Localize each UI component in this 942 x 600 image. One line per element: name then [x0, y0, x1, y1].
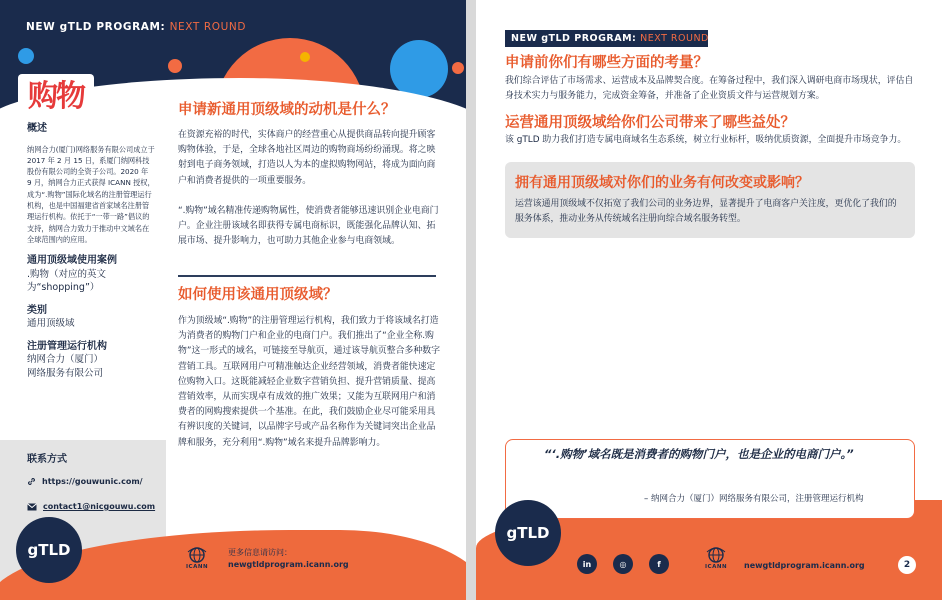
program-title-accent: NEXT ROUND	[640, 33, 709, 44]
quote-text: “‘.购物’域名既是消费者的购物门户，也是企业的电商门户。”	[544, 447, 854, 461]
usage-paragraph: 作为顶级域“.购物”的注册管理运行机构，我们致力于将该域名打造为消费者的购物门户和企业的电商门户。我们推出了“企业全称.购物”这一形式的域名，可链接至导航页，通过该导航页整合多种数字营销工具。互联网用户可精准触达企业经营领域，消费者能快速定位购物入口。这既能减轻企业数字营销负担、提升营销质量、提高营销效率，从而实现卓有成效的推广效果；又能为互联网用户和消费者的网购搜索提供一个基准。在此，我们鼓励企业尽可能采用具有辨识度的关键词，以品牌字号或产品名称作为关键词突出企业品牌和服务，充分利用“.购物”域名来提升品牌影响力。	[178, 316, 440, 448]
email-link[interactable]	[27, 502, 166, 511]
page-number: 2	[898, 556, 916, 574]
overview-text: 纳网合力(厦门)网络服务有限公司成立于 2017 年 2 月 15 日，系厦门纳网科技股份有限公司的全资子公司。2020 年 9 月，纳网合力正式获得 ICANN 授权，成为“.购物”国际化域名的注册管理运行机构，也是中国福建省首家域名注册管理运行机构。依托于“一带一路”倡议的支持，纳网合力致力于推动中文域名在全球范围内的应用。	[27, 144, 155, 244]
usecase-value-line1: .购物（对应的英文	[27, 268, 107, 280]
registry-value-line1: 纳网合力（厦门）	[27, 354, 104, 366]
overview-heading: 概述	[27, 123, 47, 134]
registry-logo	[18, 74, 94, 120]
program-title-bar	[505, 30, 708, 47]
section-divider	[178, 275, 436, 277]
usage-heading: 如何使用该通用顶级域？	[178, 287, 338, 303]
decor-circle-orange-small	[168, 59, 182, 73]
more-info-label: 更多信息请访问：	[228, 548, 292, 557]
program-title-accent: NEXT ROUND	[169, 21, 247, 33]
considerations-paragraph: 我们综合评估了市场需求、运营成本及品牌契合度。在筹备过程中，我们深入调研电商市场现状，评估自身技术实力与服务能力，完成资金筹备，并准备了企业资质文件与运营规划方案。	[505, 76, 914, 102]
globe-icon	[705, 546, 727, 564]
decor-circle-blue-large	[390, 40, 448, 98]
icann-logo	[705, 546, 727, 570]
considerations-heading: 申请前你们有哪些方面的考量？	[505, 55, 708, 71]
footer-url[interactable]: newgtldprogram.icann.org	[744, 561, 865, 570]
program-title	[26, 21, 246, 33]
linkedin-icon[interactable]: in	[577, 554, 597, 574]
usecase-heading: 通用顶级域使用案例	[27, 255, 117, 267]
website-url[interactable]: https://gouwunic.com/	[42, 477, 143, 486]
page-right	[476, 0, 942, 600]
registry-value-line2: 网络服务有限公司	[27, 367, 104, 379]
footer-url[interactable]: newgtldprogram.icann.org	[228, 560, 349, 569]
registry-logo-text: 购物	[28, 79, 84, 114]
category-heading: 类别	[27, 304, 47, 316]
quote-card	[505, 439, 915, 519]
quote-attribution: – 纳网合力（厦门）网络服务有限公司，注册管理运行机构	[644, 494, 864, 504]
facebook-icon[interactable]: f	[649, 554, 669, 574]
motivation-paragraph-1: 在资源充裕的时代，实体商户的经营重心从提供商品转向提升顾客购物体验，于是，全球各地社区周边的购物商场纷纷涌现。将之映射到电子商务领域，打造以人为本的虚拟购物网站，将成为面向商户和消费者提供的一项重要服务。	[178, 130, 436, 186]
registry-heading: 注册管理运行机构	[27, 340, 107, 352]
motivation-heading: 申请新通用顶级域的动机是什么？	[178, 102, 396, 118]
fact-sidebar	[27, 122, 155, 380]
mail-icon	[27, 503, 37, 511]
globe-icon	[186, 546, 208, 564]
program-title-main: NEW gTLD PROGRAM:	[26, 21, 166, 33]
icann-label: ICANN	[186, 564, 209, 570]
motivation-paragraph-2: “.购物”域名精准传递购物属性，使消费者能够迅速识别企业电商门户。企业注册该域名即获得专属电商标识，既能强化品牌认知、拓展市场、提升影响力，也可助力其他企业参与电商领域。	[178, 206, 439, 247]
decor-circle-orange-edge	[452, 62, 464, 74]
program-title-main: NEW gTLD PROGRAM:	[511, 33, 637, 44]
instagram-icon[interactable]: ◎	[613, 554, 633, 574]
icann-label: ICANN	[705, 564, 728, 570]
website-link[interactable]	[27, 477, 166, 486]
page-left	[0, 0, 466, 600]
email-address[interactable]: contact1@nicgouwu.com	[43, 502, 156, 511]
decor-circle-yellow	[300, 52, 310, 62]
impact-box	[505, 162, 915, 238]
category-value: 通用顶级域	[27, 318, 75, 330]
gtld-badge: gTLD	[495, 500, 561, 566]
link-icon	[27, 477, 36, 486]
usecase-value-line2: 为“shopping”）	[27, 282, 100, 294]
benefits-paragraph: 该 gTLD 助力我们打造专属电商域名生态系统，树立行业标杆，吸纳优质资源，全面提升市场竞争力。	[505, 135, 907, 145]
impact-heading: 拥有通用顶级域对你们的业务有何改变或影响？	[515, 175, 809, 191]
footer-info	[228, 547, 349, 571]
contact-heading: 联系方式	[27, 454, 67, 465]
icann-logo	[186, 546, 208, 570]
impact-paragraph: 运营该通用顶级域不仅拓宽了我们公司的业务边界，显著提升了电商客户关注度，更优化了我们的服务体系，推动业务从传统域名注册向综合域名服务转型。	[515, 199, 897, 225]
gtld-badge: gTLD	[16, 517, 82, 583]
benefits-heading: 运营通用顶级域给你们公司带来了哪些益处？	[505, 115, 795, 131]
decor-circle-blue-small	[18, 48, 34, 64]
